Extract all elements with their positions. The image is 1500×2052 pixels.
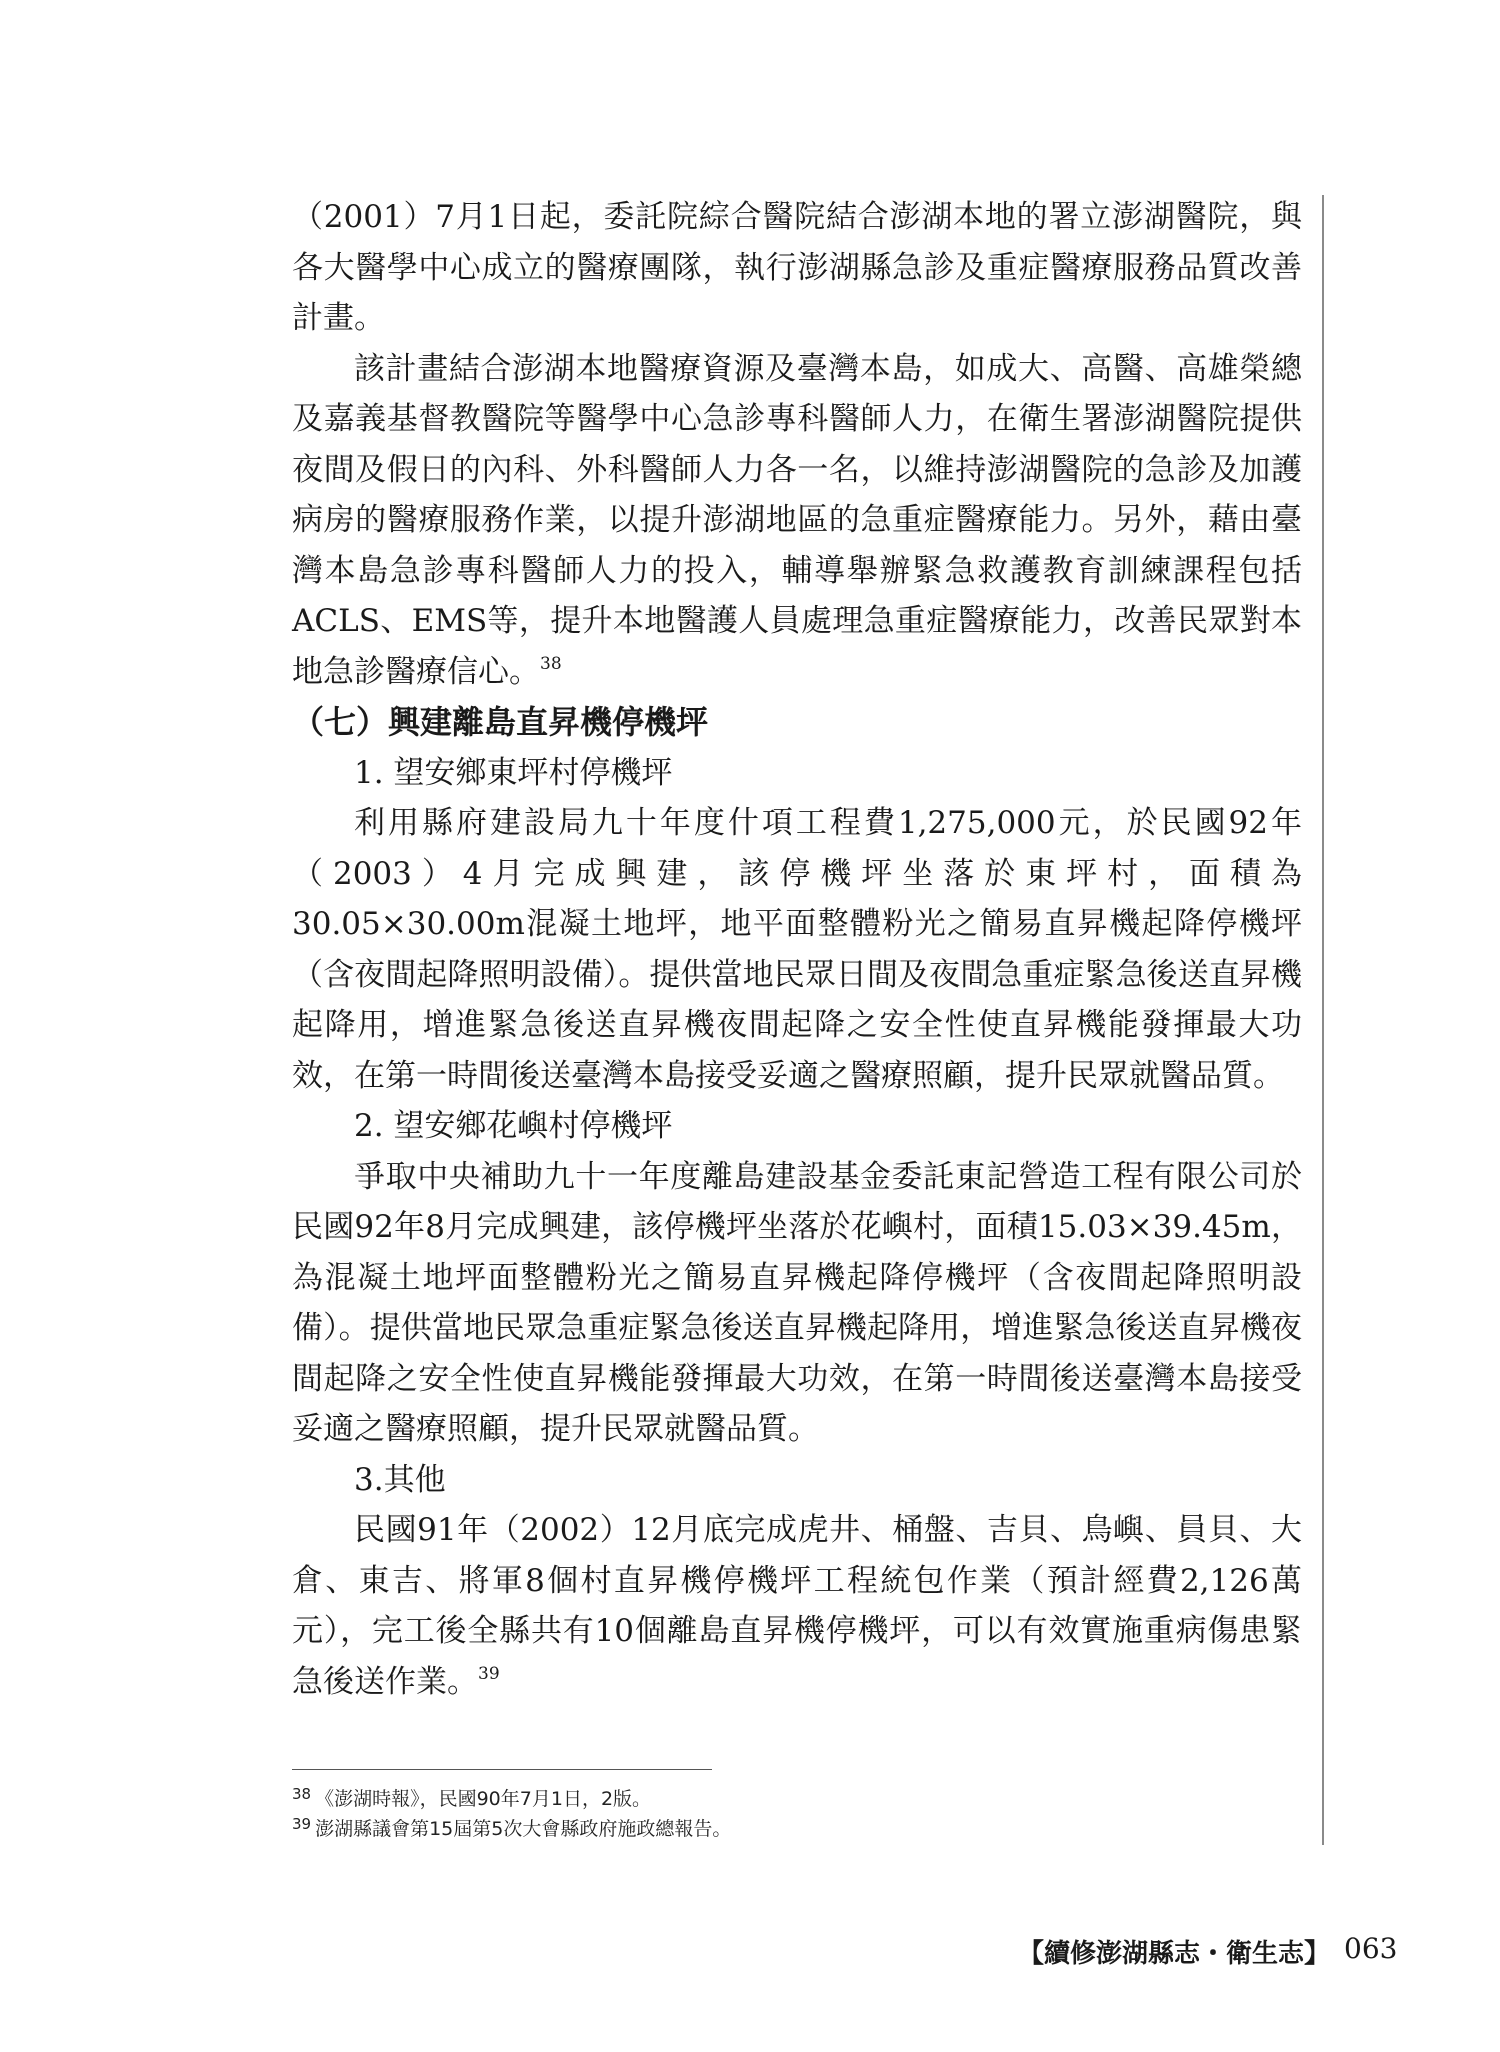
footnote [292,1814,1192,1844]
paragraph-continuation: （2001）7月1日起，委託院綜合醫院結合澎湖本地的署立澎湖醫院，與各大醫學中心成立的醫療團隊，執行澎湖縣急診及重症醫療服務品質改善計畫。 [292,199,1302,336]
footnote-ref: 39 [478,1663,500,1684]
footnote-text: 《澎湖時報》，民國90年7月1日，2版。 [315,1788,652,1810]
footnote-number: 38 [292,1785,312,1803]
footnote-divider [292,1769,712,1770]
footnote-text: 澎湖縣議會第15屆第5次大會縣政府施政總報告。 [315,1818,732,1840]
running-title: 【續修澎湖縣志・衛生志】 [1017,1939,1330,1969]
paragraph: 爭取中央補助九十一年度離島建設基金委託東記營造工程有限公司於民國92年8月完成興建，該停機坪坐落於花嶼村，面積15.03×39.45m，為混凝土地坪面整體粉光之簡易直昇機起降停機坪（含夜間起降照明設備）。提供當地民眾急重症緊急後送直昇機起降用，增進緊急後送直昇機夜間起降之安全性使直昇機能發揮最大功效，在第一時間後送臺灣本島接受妥適之醫療照顧，提升民眾就醫品質。 [292,1158,1302,1447]
paragraph: 利用縣府建設局九十年度什項工程費1,275,000元，於民國92年（2003）4月完成興建，該停機坪坐落於東坪村，面積為30.05×30.00m混凝土地坪，地平面整體粉光之簡易直昇機起降停機坪（含夜間起降照明設備）。提供當地民眾日間及夜間急重症緊急後送直昇機起降用，增進緊急後送直昇機夜間起降之安全性使直昇機能發揮最大功效，在第一時間後送臺灣本島接受妥適之醫療照顧，提升民眾就醫品質。 [292,805,1302,1094]
footnotes [292,1784,1192,1844]
paragraph-text: 該計畫結合澎湖本地醫療資源及臺灣本島，如成大、高醫、高雄榮總及嘉義基督教醫院等醫學中心急診專科醫師人力，在衛生署澎湖醫院提供夜間及假日的內科、外科醫師人力各一名，以維持澎湖醫院的急診及加護病房的醫療服務作業，以提升澎湖地區的急重症醫療能力。另外，藉由臺灣本島急診專科醫師人力的投入，輔導舉辦緊急救護教育訓練課程包括ACLS、EMS等，提升本地醫護人員處理急重症醫療能力，改善民眾對本地急診醫療信心。 [292,350,1302,690]
paragraph [292,344,1302,698]
subsection-item: 2. 望安鄉花嶼村停機坪 [354,1108,673,1144]
margin-rule [1322,195,1324,1845]
footnote-ref: 38 [540,653,562,674]
body-text [292,192,1302,1707]
subsection-item: 3.其他 [354,1461,446,1498]
section-heading: （七）興建離島直昇機停機坪 [292,703,709,741]
footnote [292,1784,1192,1814]
subsection-item: 1. 望安鄉東坪村停機坪 [354,754,673,791]
paragraph-text: 民國91年（2002）12月底完成虎井、桶盤、吉貝、鳥嶼、員貝、大倉、東吉、將軍8個村直昇機停機坪工程統包作業（預計經費2,126萬元），完工後全縣共有10個離島直昇機停機坪，可以有效實施重病傷患緊急後送作業。 [292,1512,1302,1700]
footnote-number: 39 [292,1815,312,1833]
page-number: 063 [1344,1932,1398,1965]
paragraph [292,1505,1302,1707]
